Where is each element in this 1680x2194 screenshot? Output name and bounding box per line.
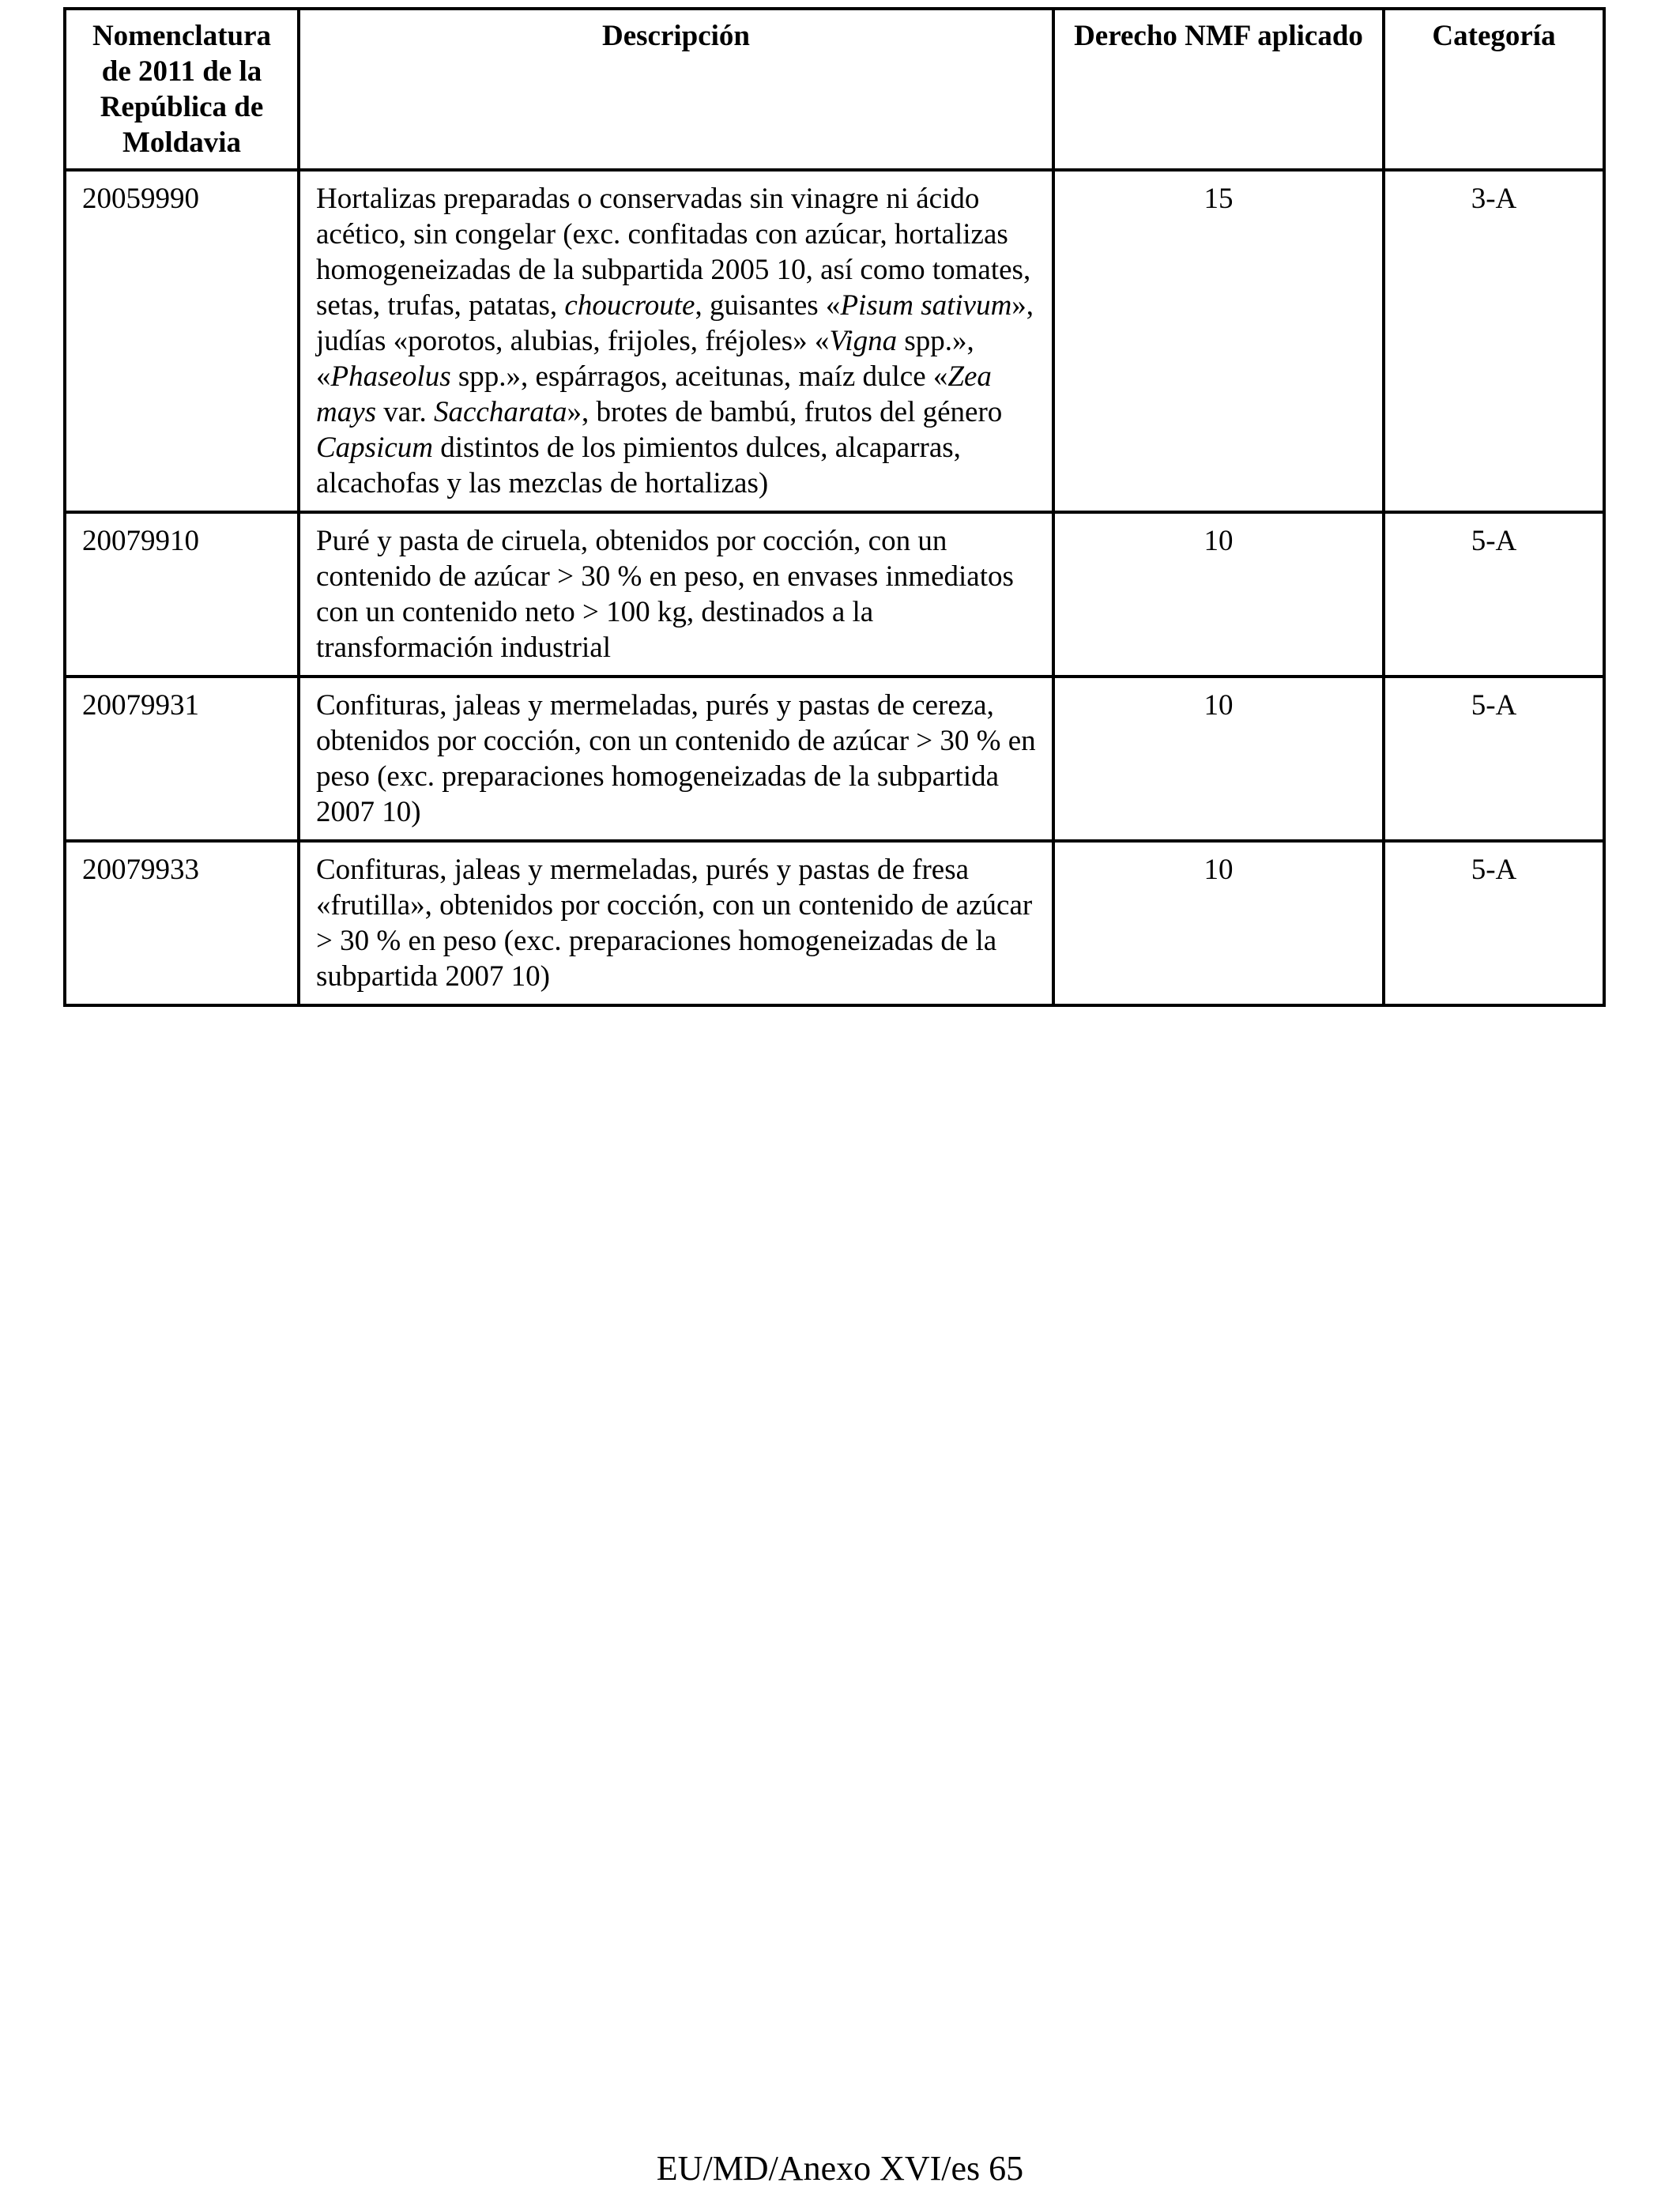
cell-duty: 15 bbox=[1053, 170, 1384, 512]
cell-category: 5-A bbox=[1384, 677, 1604, 841]
cell-category: 5-A bbox=[1384, 512, 1604, 677]
table-row bbox=[65, 170, 1604, 512]
table-row bbox=[65, 841, 1604, 1005]
tariff-table bbox=[63, 7, 1606, 1007]
cell-code: 20079931 bbox=[65, 677, 299, 841]
header-category: Categoría bbox=[1384, 9, 1604, 170]
cell-code: 20079933 bbox=[65, 841, 299, 1005]
cell-duty: 10 bbox=[1053, 512, 1384, 677]
table-row bbox=[65, 677, 1604, 841]
header-duty: Derecho NMF aplicado bbox=[1053, 9, 1384, 170]
cell-category: 5-A bbox=[1384, 841, 1604, 1005]
cell-description: Puré y pasta de ciruela, obtenidos por cocción, con un contenido de azúcar > 30 % en peso, en envases inmediatos con un contenido neto > 100 kg, destinados a la transformación industrial bbox=[299, 512, 1053, 677]
cell-description: Confituras, jaleas y mermeladas, purés y pastas de cereza, obtenidos por cocción, con un contenido de azúcar > 30 % en peso (exc. preparaciones homogeneizadas de la subpartida 2007 10) bbox=[299, 677, 1053, 841]
cell-code: 20079910 bbox=[65, 512, 299, 677]
cell-duty: 10 bbox=[1053, 841, 1384, 1005]
cell-category: 3-A bbox=[1384, 170, 1604, 512]
cell-description: Hortalizas preparadas o conservadas sin vinagre ni ácido acético, sin congelar (exc. confitadas con azúcar, hortalizas homogeneizadas de la subpartida 2005 10, así como tomates, setas, trufas, patatas, choucroute, guisantes «Pisum sativum», judías «porotos, alubias, frijoles, fréjoles» «Vigna spp.», «Phaseolus spp.», espárragos, aceitunas, maíz dulce «Zea mays var. Saccharata», brotes de bambú, frutos del género Capsicum distintos de los pimientos dulces, alcaparras, alcachofas y las mezclas de hortalizas) bbox=[299, 170, 1053, 512]
header-description: Descripción bbox=[299, 9, 1053, 170]
cell-code: 20059990 bbox=[65, 170, 299, 512]
header-nomenclature: Nomenclatura de 2011 de la República de Moldavia bbox=[65, 9, 299, 170]
page-footer: EU/MD/Anexo XVI/es 65 bbox=[656, 2149, 1024, 2188]
table-header-row bbox=[65, 9, 1604, 170]
table-row bbox=[65, 512, 1604, 677]
cell-duty: 10 bbox=[1053, 677, 1384, 841]
cell-description: Confituras, jaleas y mermeladas, purés y pastas de fresa «frutilla», obtenidos por cocción, con un contenido de azúcar > 30 % en peso (exc. preparaciones homogeneizadas de la subpartida 2007 10) bbox=[299, 841, 1053, 1005]
